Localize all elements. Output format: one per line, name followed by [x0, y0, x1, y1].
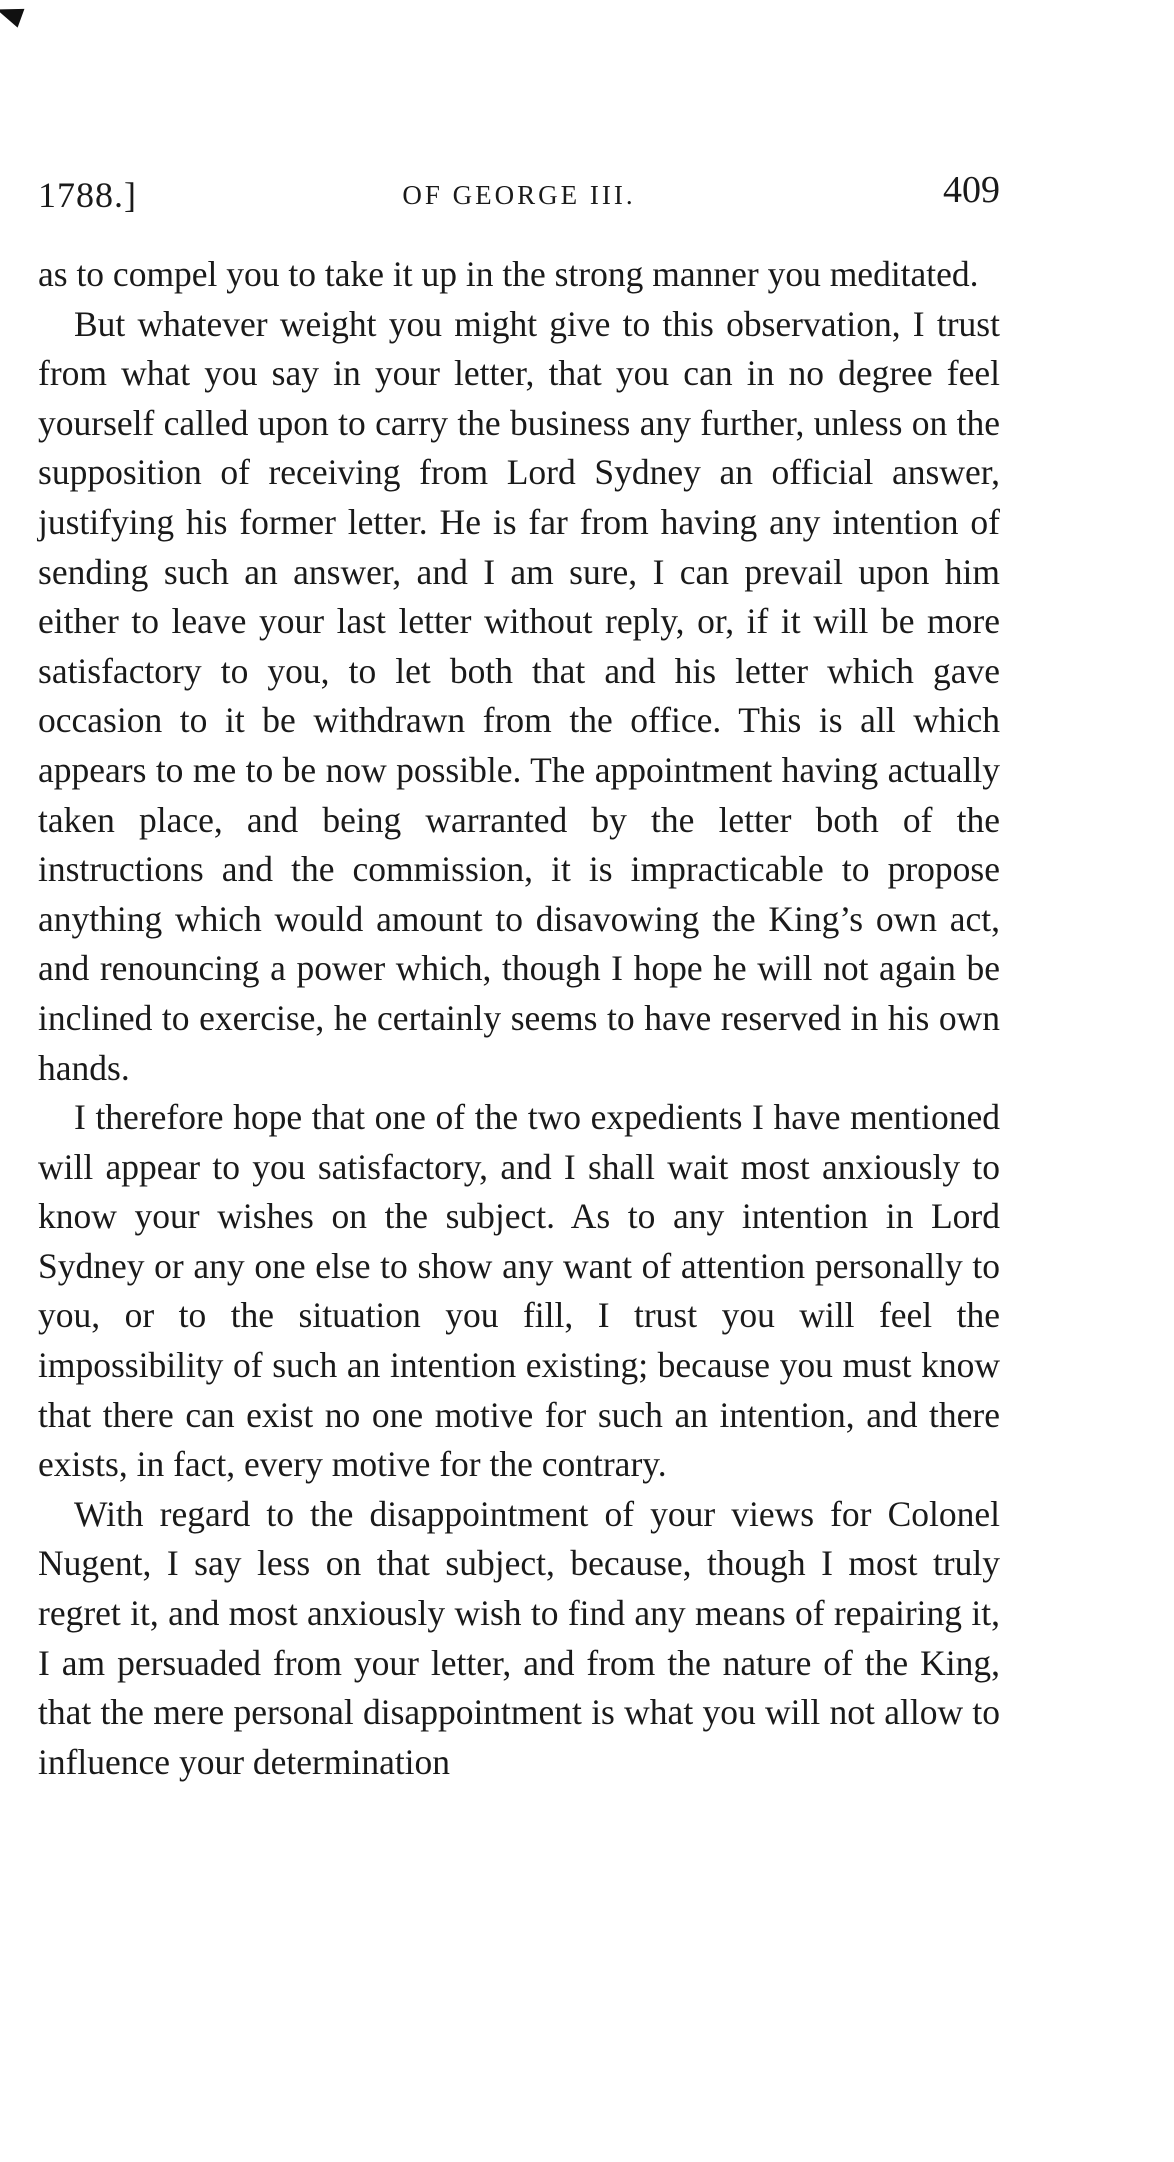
corner-scan-mark: [0, 0, 24, 28]
running-head-year: 1788.]: [38, 175, 137, 215]
paragraph: I therefore hope that one of the two expedients I have mentioned will appear to you satisfactory, and I shall wait most anxiously to know your wishes on the subject. As to any intention in Lord Sydney or any one else to show any want of attention personally to you, or to the situation you fill, I trust you will feel the impossibility of such an intention existing; because you must know that there can exist no one motive for such an intention, and there exists, in fact, every motive for the contrary.: [38, 1097, 1000, 1485]
page-number: 409: [943, 169, 1000, 211]
running-head-title: OF GEORGE III.: [402, 180, 636, 210]
paragraph-continued: as to compel you to take it up in the strong manner you meditated.: [38, 254, 979, 294]
paragraph: With regard to the disappointment of your views for Colonel Nugent, I say less on that subject, because, though I most truly regret it, and most anxiously wish to find any means of repairing it, I am persuaded from your letter, and from the nature of the King, that the mere personal disappointment is what you will not allow to influence your determination: [38, 1493, 1000, 1782]
running-head: [38, 168, 1000, 218]
body-text: [38, 250, 1000, 1787]
paragraph: But whatever weight you might give to this observation, I trust from what you say in your letter, that you can in no degree feel yourself called upon to carry the business any further, unless on the supposition of receiving from Lord Sydney an official answer, justifying his former letter. He is far from having any intention of sending such an answer, and I am sure, I can prevail upon him either to leave your last letter without reply, or, if it will be more satisfactory to you, to let both that and his letter which gave occasion to it be withdrawn from the office. This is all which appears to me to be now possible. The appointment having actually taken place, and being warranted by the letter both of the instructions and the commission, it is impracticable to propose anything which would amount to disavowing the King’s own act, and renouncing a power which, though I hope he will not again be inclined to exercise, he certainly seems to have reserved in his own hands.: [38, 303, 1000, 1088]
